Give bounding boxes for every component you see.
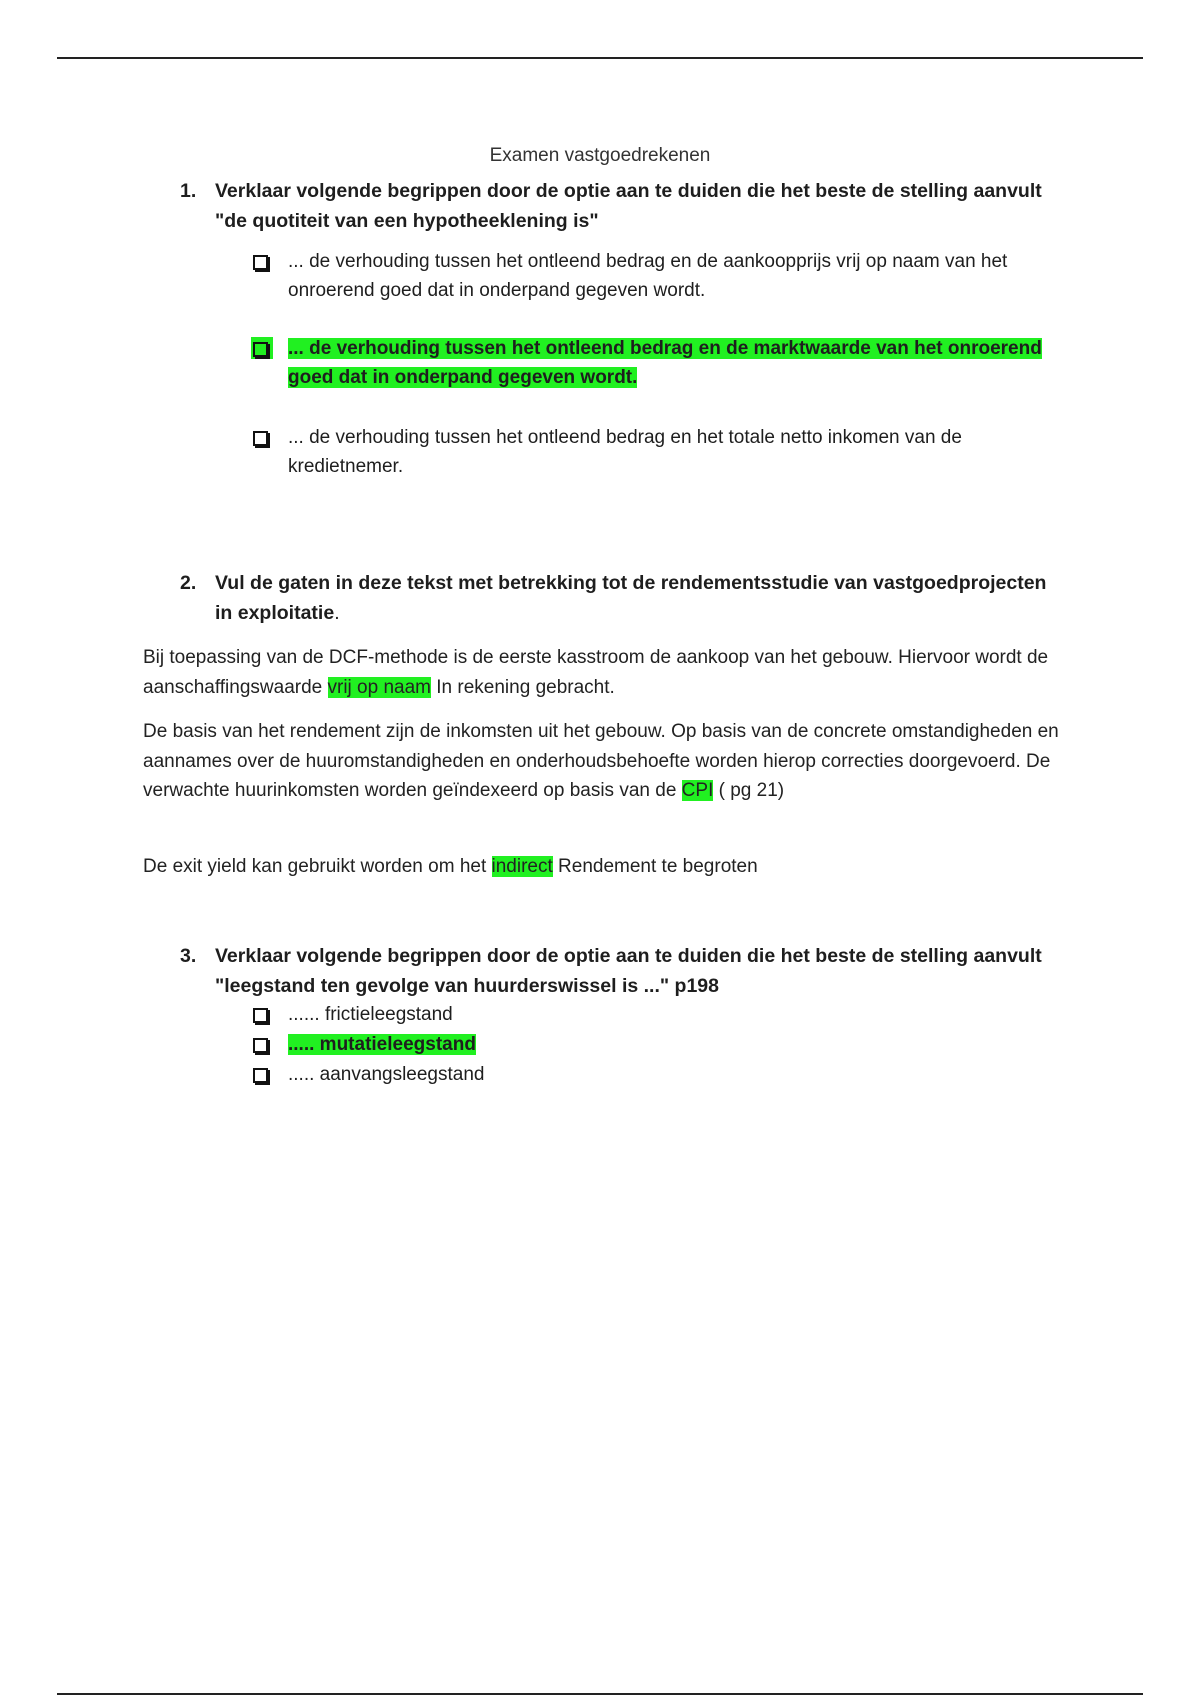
option-text: ... de verhouding tussen het ontleend bedrag en het totale netto inkomen van de kredietnemer. <box>288 427 962 477</box>
paragraph-text: Rendement te begroten <box>552 856 758 877</box>
highlighted-answer: ..... mutatieleegstand <box>288 1034 476 1055</box>
paragraph-text: De exit yield kan gebruikt worden om het <box>143 856 492 877</box>
page-title: Examen vastgoedrekenen <box>489 145 711 166</box>
question-text-main: Vul de gaten in deze tekst met betrekking tot de rendementsstudie van vastgoedprojecten in exploitatie <box>215 572 1047 624</box>
question-1 <box>180 176 1060 236</box>
highlighted-answer: ... de verhouding tussen het ontleend bedrag en de marktwaarde van het onroerend goed dat in onderpand gegeven wordt. <box>288 338 1042 388</box>
paragraph-text: In rekening gebracht. <box>431 676 615 698</box>
fill-in-answer: CPI <box>681 780 714 801</box>
checkbox-icon[interactable] <box>253 1008 268 1023</box>
q3-option-1[interactable] <box>253 1000 1053 1029</box>
q1-option-2-selected[interactable] <box>253 334 1053 392</box>
q3-option-2-selected[interactable] <box>253 1030 1053 1059</box>
fill-in-answer: indirect <box>491 856 553 877</box>
question-number: 2. <box>180 572 197 594</box>
top-rule <box>57 57 1143 59</box>
option-text <box>288 1030 1053 1059</box>
checkbox-icon[interactable] <box>253 255 268 270</box>
question-text: Verklaar volgende begrippen door de optie aan te duiden die het beste de stelling aanvult "leegstand ten gevolge van huurderswissel is ..." p198 <box>215 945 1042 997</box>
question-number: 3. <box>180 945 197 967</box>
option-text: ... de verhouding tussen het ontleend bedrag en de aankoopprijs vrij op naam van het onroerend goed dat in onderpand gegeven wordt. <box>288 251 1008 301</box>
option-text: ..... aanvangsleegstand <box>288 1064 485 1085</box>
question-2 <box>180 568 1060 628</box>
paragraph-1 <box>143 643 1063 702</box>
paragraph-text: ( pg 21) <box>713 780 785 801</box>
checkbox-checked-icon[interactable] <box>253 1038 268 1053</box>
paragraph-text: De basis van het rendement zijn de inkomsten uit het gebouw. Op basis van de concrete omstandigheden en aannames over de huuromstandigheden en onderhoudsbehoefte worden hierop correcties doorgevoerd. De verwachte huurinkomsten worden geïndexeerd op basis van de <box>143 721 1059 801</box>
q1-option-1[interactable] <box>253 247 1053 305</box>
q1-option-3[interactable] <box>253 423 1053 481</box>
q3-option-3[interactable] <box>253 1060 1053 1089</box>
checkbox-icon[interactable] <box>253 431 268 446</box>
question-text: Verklaar volgende begrippen door de optie aan te duiden die het beste de stelling aanvult "de quotiteit van een hypotheeklening is" <box>215 180 1042 232</box>
checkbox-icon[interactable] <box>253 1068 268 1083</box>
checkbox-checked-icon[interactable] <box>253 342 268 357</box>
question-number: 1. <box>180 180 197 202</box>
bottom-rule <box>57 1693 1143 1695</box>
paragraph-2 <box>143 717 1063 806</box>
paragraph-text: Bij toepassing van de DCF-methode is de eerste kasstroom de aankoop van het gebouw. Hiervoor wordt de aanschaffingswaarde <box>143 647 1049 698</box>
fill-in-answer: vrij op naam <box>327 676 431 698</box>
question-text <box>215 568 1060 628</box>
question-text-tail: . <box>334 602 340 624</box>
option-text: ...... frictieleegstand <box>288 1004 453 1025</box>
option-text <box>288 334 1053 392</box>
paragraph-3 <box>143 852 1063 882</box>
question-3 <box>180 941 1060 1001</box>
